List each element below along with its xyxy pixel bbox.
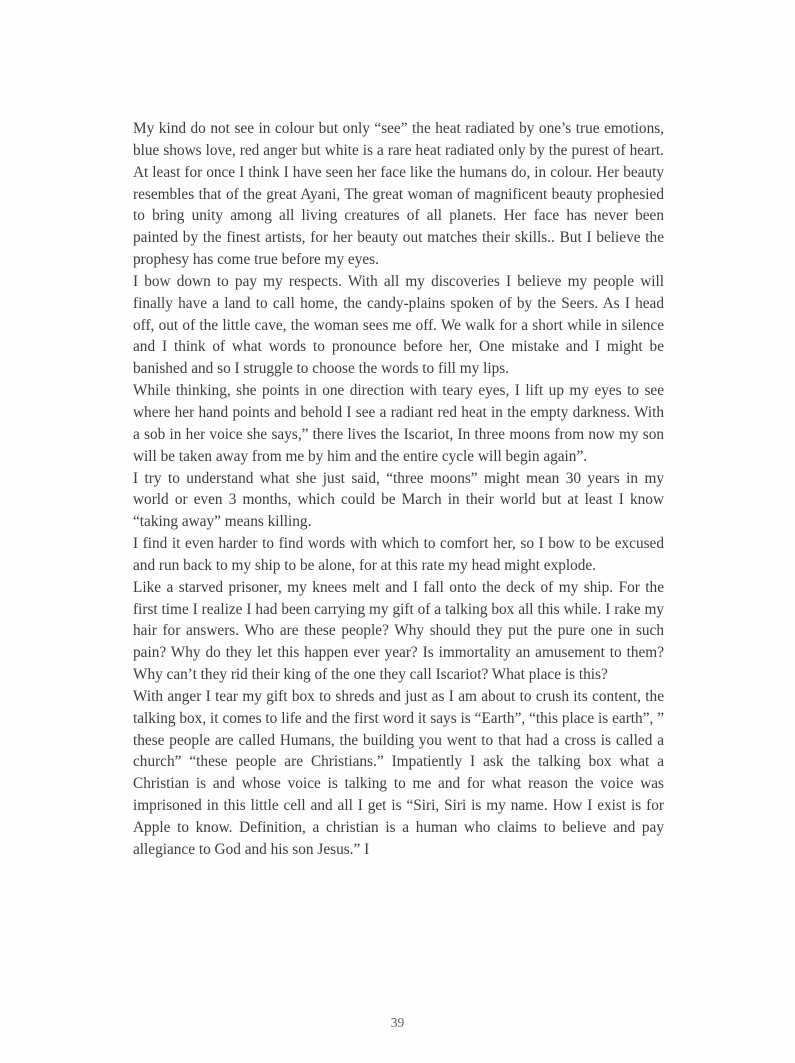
paragraph: I try to understand what she just said, “three moons” might mean 30 years in my world or even 3 months, which could be March in their world but at least I know “taking away” means killing. (133, 469, 664, 531)
paragraph: While thinking, she points in one direction with teary eyes, I lift up my eyes to see where her hand points and behold I see a radiant red heat in the empty darkness. With a sob in her voice she says,” there lives the Iscariot, In three moons from now my son will be taken away from me by him and the entire cycle will begin again”. (133, 382, 664, 465)
paragraph: I bow down to pay my respects. With all my discoveries I believe my people will finally have a land to call home, the candy-plains spoken of by the Seers. As I head off, out of the little cave, the woman sees me off. We walk for a short while in silence and I think of what words to pronounce before her, One mistake and I might be banished and so I struggle to choose the words to fill my lips. (133, 272, 664, 378)
page-number: 39 (390, 1015, 405, 1030)
paragraph: Like a starved prisoner, my knees melt and I fall onto the deck of my ship. For the first time I realize I had been carrying my gift of a talking box all this while. I rake my hair for answers. Who are these people? Why should they put the pure one in such pain? Why do they let this happen ever year? Is immortality an amusement to them? Why can’t they rid their king of the one they call Iscariot? What place is this? (133, 578, 664, 684)
paragraph: My kind do not see in colour but only “see” the heat radiated by one’s true emotions, blue shows love, red anger but white is a rare heat radiated only by the purest of heart. At least for once I think I have seen her face like the humans do, in colour. Her beauty resembles that of the great Ayani, The great woman of magnificent beauty prophesied to bring unity among all living creatures of all planets. Her face has never been painted by the finest artists, for her beauty out matches their skills.. But I believe the prophesy has come true before my eyes. (133, 120, 664, 269)
paragraph: I find it even harder to find words with which to comfort her, so I bow to be excused and run back to my ship to be alone, for at this rate my head might explode. (133, 535, 664, 574)
body-text (133, 118, 664, 861)
paragraph: With anger I tear my gift box to shreds and just as I am about to crush its content, the talking box, it comes to life and the first word it says is “Earth”, “this place is earth”, ” these people are called Humans, the building you went to that had a cross is called a church” “these people are Christians.” Impatiently I ask the talking box what a Christian is and whose voice is talking to me and for what reason the voice was imprisoned in this little cell and all I get is “Siri, Siri is my name. How I exist is for Apple to know. Definition, a christian is a human who claims to believe and pay allegiance to God and his son Jesus.” I (133, 687, 664, 858)
